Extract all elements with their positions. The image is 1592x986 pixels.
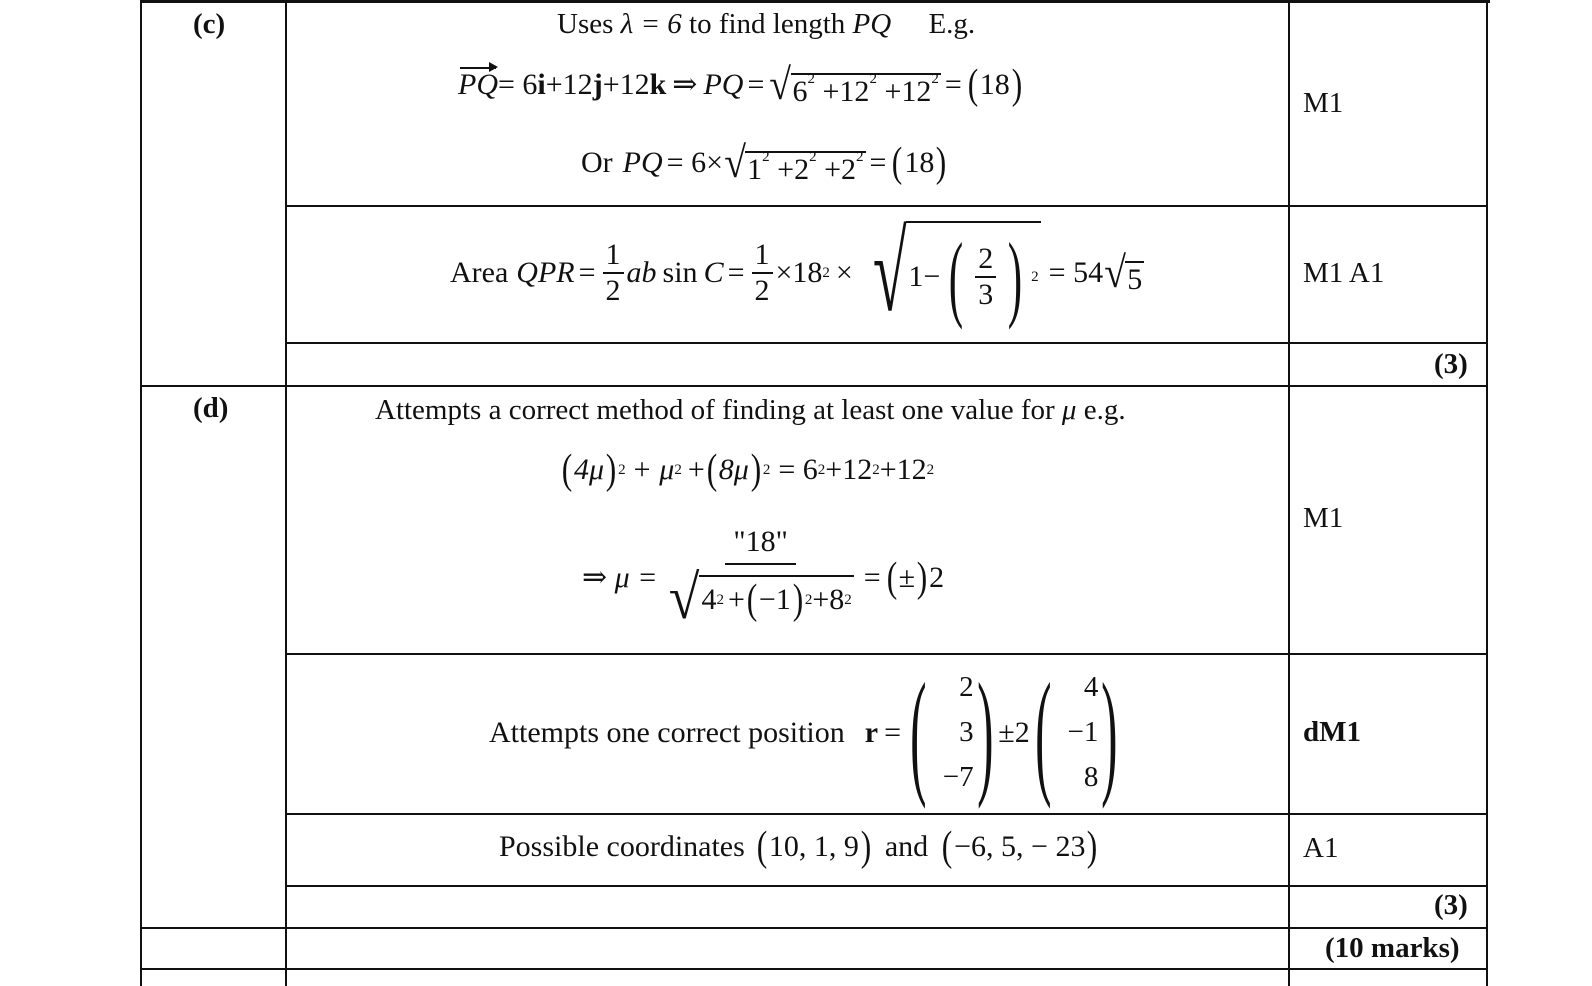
divider-d1 <box>285 653 1488 655</box>
col-divider-2 <box>1288 0 1290 986</box>
part-d-mu-solution: ⇒ μ = "18" √ 4 2 + ( −1 ) 2 +8 2 = ( ± ) 2 <box>582 524 945 632</box>
part-c-alt-length: Or PQ = 6× √ $1^2 +2^2 +2^2$ = ( 18 ) <box>581 138 947 187</box>
part-c-area-equation: Area QPR = $\frac{1}{2}$ ab sin C = $\frac{1}{2}$ ×18 2 × √ 1− ( $\frac{2}{3}$ ) 2 = 54 √ 5 <box>450 210 1143 335</box>
part-d-position-vector: Attempts one correct position r = ( 2 3 −7 ) ±2 ( 4 −1 8 ) <box>489 654 1118 810</box>
part-c-total: (3) <box>1434 348 1468 380</box>
divider-total <box>140 927 1488 929</box>
part-c-mark-1: M1 <box>1303 87 1344 119</box>
part-d-mark-2: dM1 <box>1303 716 1361 748</box>
part-c-vector-equation: PQ = 6 i +12 j +12 k ⇒ PQ = √ $6^2 +12^2 +12^2$ = ( 18 ) <box>458 60 1023 109</box>
divider-d2 <box>285 813 1488 815</box>
part-d-intro: Attempts a correct method of finding at least one value for μ e.g. <box>375 394 1126 426</box>
part-d-mark-3: A1 <box>1303 832 1339 864</box>
divider-cd <box>140 385 1488 387</box>
part-c-label: (c) <box>193 8 226 40</box>
left-border <box>140 0 142 986</box>
col-divider-1 <box>285 0 287 986</box>
bottom-border <box>140 968 1488 970</box>
divider-d3 <box>285 885 1488 887</box>
part-d-total: (3) <box>1434 889 1468 921</box>
part-d-mark-1: M1 <box>1303 502 1344 534</box>
divider-c1 <box>285 205 1488 207</box>
part-c-mark-2: M1 A1 <box>1303 257 1385 289</box>
divider-c2 <box>285 342 1488 344</box>
part-d-coordinates: Possible coordinates ( 10, 1, 9 ) and ( −6, 5, − 23 ) <box>499 824 1098 870</box>
part-c-intro: Uses λ = 6 to find length PQ E.g. <box>557 8 976 40</box>
part-d-magnitude-equation: ( 4μ ) 2 + μ 2 + ( 8μ ) 2 = 6 2 +12 2 +12 2 <box>561 447 935 493</box>
part-d-label: (d) <box>193 392 229 424</box>
right-border <box>1486 0 1488 986</box>
grand-total: (10 marks) <box>1325 932 1460 964</box>
